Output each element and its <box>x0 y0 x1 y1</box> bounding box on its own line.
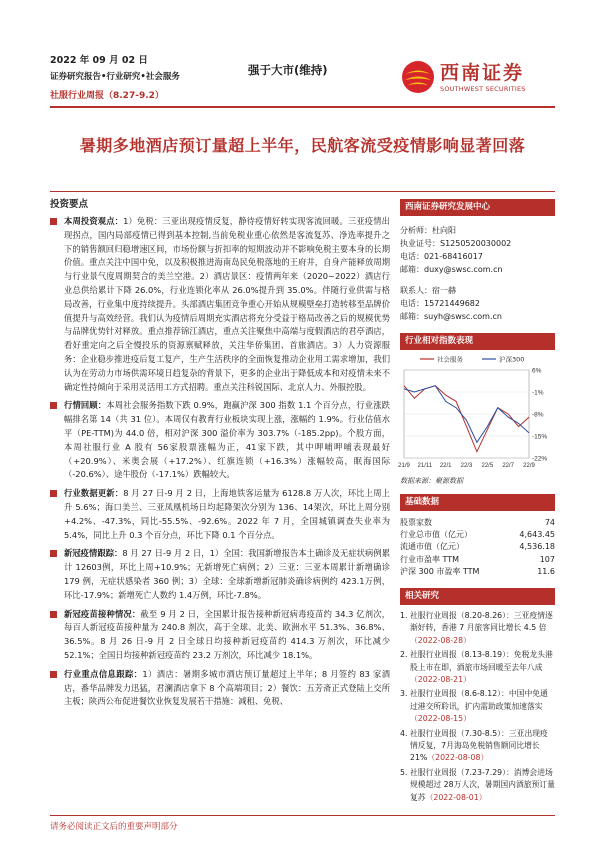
paragraph-text: 8 月 27 日-9 月 2 日，1）全国：我国新增报告本土确诊及无症状病例累计 12603例，环比上周+10.9%；无新增死亡病例；2）三亚：三亚本周累计新增确诊 179 例，无症状感染者 360 例；3）全球：全球新增新冠肺炎确诊病例约 423.1万例，环比-17.9%；新增死亡人数约 1.4万例，环比-7.8%。 <box>64 548 390 600</box>
bullet-square-icon <box>50 402 57 409</box>
paragraph-text: 本周社会服务指数下跌 0.9%，跑赢沪深 300 指数 1.1 个百分点，行业涨跌幅排名第 14（共 31 位）。本周仅有教育行业板块实现上涨，涨幅约 1.9%。行业估值水平（PE-TTM)为 44.0 倍，相对沪深 300 溢价率为 303.7%（-185.2pp)。个股方面，本周社服行业 A 股有 56家股票涨幅为正，41家下跌，其中呷哺呷哺表现最好（+20.9%）、米奥会展（+17.2%）、红旗连锁（+16.3%）涨幅较高，眠海国际（-20.6%）、途牛股份（-17.1%）跌幅较大。 <box>64 400 390 480</box>
paragraph-lead: 行情回顾： <box>64 400 107 411</box>
row-value: 4,643.45 <box>519 530 555 540</box>
item-date: （2022-08-01） <box>425 792 487 802</box>
related-item[interactable] <box>400 767 555 804</box>
item-number: 2. <box>400 650 408 660</box>
bullet-square-icon <box>50 218 57 225</box>
company-logo <box>400 55 552 101</box>
y-tick-label: -8% <box>532 411 544 419</box>
bullet-square-icon <box>50 671 57 678</box>
row-label: 股票家数 <box>400 518 432 527</box>
spacer <box>400 276 555 284</box>
legend-label: 社会服务 <box>437 355 463 364</box>
x-tick-label: 22/7 <box>502 463 515 469</box>
y-tick-label: -22% <box>532 455 548 463</box>
report-date: 2022 年 09 月 02 日 <box>50 55 148 66</box>
paragraph-investment-view <box>50 215 390 394</box>
related-item[interactable] <box>400 728 555 765</box>
related-header: 相关研究 <box>400 588 555 605</box>
logo-chinese: 西南证券 <box>440 62 525 84</box>
item-date: （2022-08-08） <box>427 753 489 763</box>
item-number: 1. <box>400 611 408 621</box>
paragraph-lead: 行业重点信息跟踪： <box>64 668 143 679</box>
chart-source: 数据来源：聚源数据 <box>400 477 463 485</box>
paragraph-industry-data <box>50 487 390 542</box>
related-item[interactable] <box>400 610 555 647</box>
paragraph-lead: 行业数据更新： <box>64 488 124 499</box>
report-type: 证券研究报告•行业研究•社会服务 <box>50 72 180 82</box>
bullet-square-icon <box>50 611 57 618</box>
table-row <box>400 541 555 553</box>
headline: 暑期多地酒店预订量超上半年，民航客流受疫情影响显著回落 <box>79 136 526 155</box>
item-text: 社服行业周报（8.20-8.26）：三亚疫情逐渐好转，香港 7 月旅客同比增长 4.5 倍 <box>410 611 553 633</box>
related-item[interactable] <box>400 649 555 686</box>
analyst-line: 执业证号：S1250520030002 <box>400 239 512 248</box>
sidebar <box>400 199 555 806</box>
row-label: 行业总市值（亿元） <box>400 530 472 540</box>
paragraph-text: 截至 9 月 2 日，全国累计报告接种新冠病毒疫苗约 34.3 亿剂次，每百人新冠疫苗接种量为 240.8 剂次，高于全球、北美、欧洲水平 51.3%、36.8%、36.5%。8 月 26 日-9 月 2 日全球日均接种新冠疫苗约 414.3 万剂次，环比减少 52.1%；全国日均接种新冠疫苗约 23.2 万剂次，环比减少 18.1%。 <box>64 608 390 660</box>
paragraph-market-review <box>50 399 390 482</box>
paragraph-key-info <box>50 668 390 709</box>
legend-label: 沪深300 <box>499 355 525 364</box>
item-date: （2022-08-15） <box>410 714 471 724</box>
paragraph-text: 1）免税：三亚出现疫情反复，静待疫情好转实现客流回暖。三亚疫情出现拐点，国内局部疫情已得到基本控制,当前免税业重心依然是客流复苏、净选率提升之下的销售额回归稳增速区间，市场份额与折扣率的短期波动并不影响免税主要本身的长期价值。重点关注中国中免，以及积极推进海南岛民免税落地的王府井，自身产能释放周期与行业景气度周期契合的美兰空港。2）酒店景区：疫情两年来（2020~2022）酒店行业总供给累计下降 26.0%，行业连锁化率从 26.0%提升到 35.0%。伴随行业供需与格局改善，行业集中度持续提升。头部酒店集团竞争重心开始从规模壁垒打造转移至品牌价值提升与高效经营。我们认为疫情后周期充实酒店将充分受益于格局改善之后的规模优势与品牌优势针对释放。重点推荐锦江酒店，重点关注聚焦中高端与度假酒店的君亭酒店，看好重定向之后全慢投乐的资源禀赋释放，关注华侨集团、首旅酒店。3）人力资源服务：企业稳步推进疫后复工复产，生产生活秩序的全面恢复推动企业用工需求增加，我们认为在劳动力市场供需环境日趋复杂的背景下，更多的企业出于降低成本和对疫情未来不确定性持倾向于采用灵活用工方式招聘。重点关注科锐国际、北京人力、外服控股。 <box>64 216 390 392</box>
row-value: 11.6 <box>537 566 555 576</box>
y-tick-label: -1% <box>532 389 544 397</box>
headline-rule <box>50 191 555 192</box>
item-text: 社服行业周报（8.13-8.19）：免税龙头港股上市在即，酒旅市场回暖至去年八成 <box>410 650 553 672</box>
table-row <box>400 529 555 541</box>
analyst-line: 分析师：杜向阳 <box>400 226 456 235</box>
item-text: 社服行业周报（8.6-8.12）：中国中免通过港交所聆讯，扩内需助政策加速落实 <box>410 689 548 711</box>
row-value: 74 <box>544 518 555 527</box>
analyst-info <box>400 224 555 323</box>
item-date: （2022-08-28） <box>410 635 471 645</box>
y-tick-label: -15% <box>532 433 548 441</box>
bullet-square-icon <box>50 550 57 557</box>
row-label: 流通市值（亿元） <box>400 542 464 552</box>
x-tick-label: 22/3 <box>460 463 473 469</box>
row-label: 沪深 300 市盈率 TTM <box>400 566 480 576</box>
item-text: 社服行业周报（7.23-7.29）：消博会进场规模超过 28万人次，暑期国内酒旅预订量复苏 <box>410 767 555 802</box>
basic-data-header: 基础数据 <box>400 494 555 511</box>
paragraph-text: 8 月 27 日-9 月 2 日，上海地铁客运量为 6128.8 万人次，环比上周上升 5.6%；海口美兰、三亚凤凰机场日均起降架次分别为 136、14架次，环比上周分别+4.2%、-47.3%，同比-55.5%、-92.6%。2022 年 7 月，全国城镇调查失业率为 5.4%，同比上升 0.3 个百分点，环比下降 0.1 个百分点。 <box>64 488 390 540</box>
related-list <box>400 610 555 804</box>
weekly-title: 社服行业周报（8.27-9.2） <box>50 91 164 101</box>
analyst-section-header: 西南证券研究发展中心 <box>400 199 555 216</box>
item-number: 3. <box>400 689 408 699</box>
x-tick-label: 21/11 <box>417 463 433 469</box>
x-tick-label: 22/9 <box>523 463 535 469</box>
paragraph-text: 1）酒店：暑期多城市酒店预订量超过上半年；8 月签约 83 家酒店，番华品牌发力迅猛，君澜酒店拿下 8 个高端项目；2）餐饮：五芳斋正式登陆上交所主板；陕西公布促进餐饮业恢复发展若干措施：减租、免税、 <box>64 668 390 707</box>
x-tick-label: 22/5 <box>481 463 494 469</box>
logo-english: SOUTHWEST SECURITIES <box>440 85 526 93</box>
investment-points-title: 投资要点 <box>50 199 89 210</box>
row-value: 107 <box>539 554 555 564</box>
paragraph-lead: 新冠疫苗接种情况： <box>64 608 141 619</box>
related-item[interactable] <box>400 688 555 725</box>
table-row <box>400 566 555 578</box>
item-date: （2022-08-21） <box>410 675 471 685</box>
contact-email[interactable]: 邮箱：suyh@swsc.com.cn <box>400 312 502 321</box>
y-tick-label: 6% <box>532 367 542 375</box>
item-number: 4. <box>400 728 408 738</box>
item-number: 5. <box>400 767 408 777</box>
paragraph-vaccination <box>50 608 390 663</box>
paragraph-lead: 本周投资观点： <box>64 216 124 226</box>
footer-rule <box>50 815 555 816</box>
perf-chart <box>400 350 555 490</box>
x-tick-label: 21/9 <box>398 463 410 469</box>
x-tick-label: 22/1 <box>439 463 452 469</box>
contact-line: 电话：15721449682 <box>400 299 480 308</box>
bullet-square-icon <box>50 490 57 497</box>
perf-chart-header: 行业相对指数表现 <box>400 333 555 350</box>
investment-points-body <box>50 215 390 714</box>
paragraph-lead: 新冠疫情跟踪： <box>64 548 123 559</box>
footer-disclaimer: 请务必阅读正文后的重要声明部分 <box>50 822 178 832</box>
analyst-email[interactable]: 邮箱：duxy@swsc.com.cn <box>400 265 503 274</box>
header-rule <box>50 106 555 108</box>
table-row <box>400 554 555 566</box>
contact-line: 联系人：宿一赫 <box>400 286 456 295</box>
row-value: 4,536.18 <box>519 542 555 552</box>
basic-data-table <box>400 517 555 578</box>
logo-emblem-icon <box>400 59 436 95</box>
analyst-line: 电话：021-68416017 <box>400 252 483 261</box>
rating: 强于大市(维持) <box>248 63 328 77</box>
perf-chart-svg <box>400 350 555 472</box>
item-text: 社服行业周报（7.30-8.5）：三亚出现疫情反复，7月海岛免税销售额同比增长 21% <box>410 728 548 763</box>
paragraph-covid-tracking <box>50 547 390 602</box>
row-label: 行业市盈率 TTM <box>400 554 460 564</box>
table-row <box>400 517 555 529</box>
